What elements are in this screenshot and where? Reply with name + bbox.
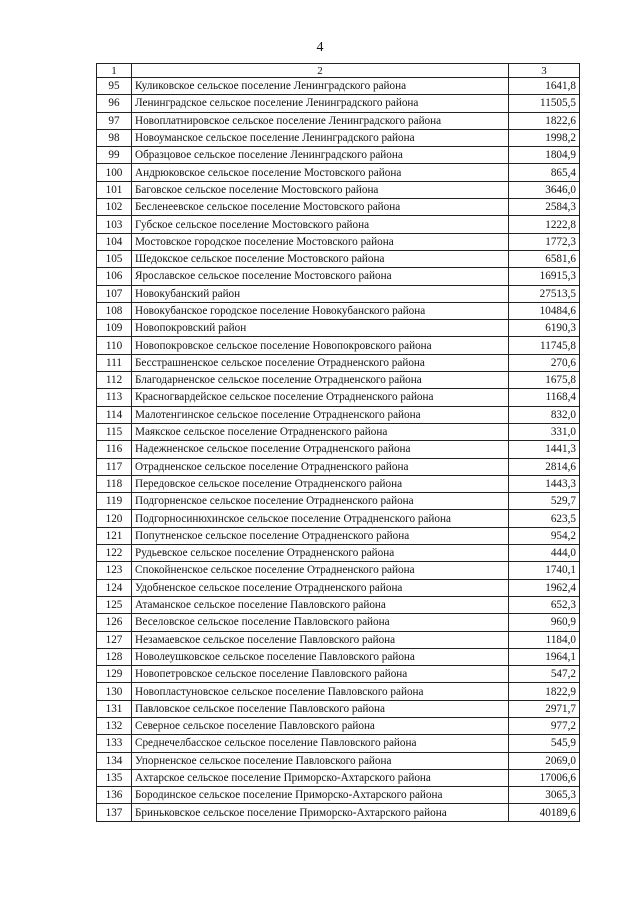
table-row <box>97 423 580 440</box>
row-value-cell: 960,9 <box>509 614 580 631</box>
row-number-cell: 135 <box>97 769 132 786</box>
row-number-cell: 123 <box>97 562 132 579</box>
row-number-cell: 103 <box>97 216 132 233</box>
row-name-cell: Среднечелбасское сельское поселение Павловского района <box>132 735 509 752</box>
row-number-cell: 124 <box>97 579 132 596</box>
row-number-cell: 133 <box>97 735 132 752</box>
row-name-cell: Упорненское сельское поселение Павловского района <box>132 752 509 769</box>
row-name-cell: Павловское сельское поселение Павловского района <box>132 700 509 717</box>
row-name-cell: Бесстрашненское сельское поселение Отрадненского района <box>132 354 509 371</box>
row-number-cell: 120 <box>97 510 132 527</box>
table-body <box>97 78 580 822</box>
row-value-cell: 1772,3 <box>509 233 580 250</box>
row-value-cell: 2584,3 <box>509 199 580 216</box>
table-row <box>97 596 580 613</box>
row-name-cell: Ленинградское сельское поселение Ленинградского района <box>132 95 509 112</box>
row-number-cell: 101 <box>97 181 132 198</box>
row-number-cell: 121 <box>97 527 132 544</box>
table-row <box>97 302 580 319</box>
row-number-cell: 119 <box>97 493 132 510</box>
table-row <box>97 406 580 423</box>
row-number-cell: 96 <box>97 95 132 112</box>
row-number-cell: 98 <box>97 129 132 146</box>
row-value-cell: 977,2 <box>509 717 580 734</box>
table-row <box>97 804 580 821</box>
table-row <box>97 579 580 596</box>
table-row <box>97 631 580 648</box>
table-row <box>97 527 580 544</box>
row-number-cell: 108 <box>97 302 132 319</box>
row-value-cell: 2971,7 <box>509 700 580 717</box>
row-value-cell: 270,6 <box>509 354 580 371</box>
row-number-cell: 106 <box>97 268 132 285</box>
row-name-cell: Образцовое сельское поселение Ленинградского района <box>132 147 509 164</box>
table-row <box>97 752 580 769</box>
row-value-cell: 865,4 <box>509 164 580 181</box>
table-row <box>97 147 580 164</box>
row-number-cell: 130 <box>97 683 132 700</box>
row-name-cell: Новоплатнировское сельское поселение Ленинградского района <box>132 112 509 129</box>
row-number-cell: 117 <box>97 458 132 475</box>
page-number: 4 <box>316 40 324 55</box>
row-value-cell: 545,9 <box>509 735 580 752</box>
row-number-cell: 95 <box>97 78 132 95</box>
row-value-cell: 1962,4 <box>509 579 580 596</box>
row-number-cell: 122 <box>97 545 132 562</box>
row-number-cell: 116 <box>97 441 132 458</box>
row-name-cell: Веселовское сельское поселение Павловского района <box>132 614 509 631</box>
row-value-cell: 40189,6 <box>509 804 580 821</box>
row-value-cell: 331,0 <box>509 423 580 440</box>
row-name-cell: Новолеушковское сельское поселение Павловского района <box>132 648 509 665</box>
row-number-cell: 100 <box>97 164 132 181</box>
row-name-cell: Красногвардейское сельское поселение Отрадненского района <box>132 389 509 406</box>
column-header-number: 1 <box>97 64 132 78</box>
table-row <box>97 683 580 700</box>
table-row <box>97 510 580 527</box>
row-name-cell: Бородинское сельское поселение Приморско-Ахтарского района <box>132 787 509 804</box>
row-value-cell: 27513,5 <box>509 285 580 302</box>
row-value-cell: 1822,9 <box>509 683 580 700</box>
row-value-cell: 1675,8 <box>509 372 580 389</box>
row-value-cell: 10484,6 <box>509 302 580 319</box>
row-number-cell: 136 <box>97 787 132 804</box>
row-name-cell: Северное сельское поселение Павловского района <box>132 717 509 734</box>
row-name-cell: Мостовское городское поселение Мостовского района <box>132 233 509 250</box>
row-number-cell: 131 <box>97 700 132 717</box>
row-number-cell: 132 <box>97 717 132 734</box>
row-name-cell: Новопокровское сельское поселение Новопокровского района <box>132 337 509 354</box>
table-row <box>97 199 580 216</box>
allocation-table <box>96 63 580 822</box>
table-row <box>97 614 580 631</box>
row-name-cell: Маякское сельское поселение Отрадненского района <box>132 423 509 440</box>
table-row <box>97 129 580 146</box>
table-row <box>97 233 580 250</box>
row-number-cell: 102 <box>97 199 132 216</box>
row-number-cell: 111 <box>97 354 132 371</box>
table-row <box>97 216 580 233</box>
table-row <box>97 441 580 458</box>
row-value-cell: 6190,3 <box>509 320 580 337</box>
row-value-cell: 1184,0 <box>509 631 580 648</box>
table-row <box>97 562 580 579</box>
row-name-cell: Удобненское сельское поселение Отрадненского района <box>132 579 509 596</box>
row-name-cell: Новокубанское городское поселение Новокубанского района <box>132 302 509 319</box>
row-number-cell: 118 <box>97 475 132 492</box>
row-value-cell: 547,2 <box>509 666 580 683</box>
row-value-cell: 1168,4 <box>509 389 580 406</box>
table-row <box>97 78 580 95</box>
row-value-cell: 11505,5 <box>509 95 580 112</box>
row-name-cell: Атаманское сельское поселение Павловского района <box>132 596 509 613</box>
row-number-cell: 110 <box>97 337 132 354</box>
row-name-cell: Ярославское сельское поселение Мостовского района <box>132 268 509 285</box>
row-value-cell: 3065,3 <box>509 787 580 804</box>
row-number-cell: 113 <box>97 389 132 406</box>
table-row <box>97 320 580 337</box>
column-header-name: 2 <box>132 64 509 78</box>
table-row <box>97 181 580 198</box>
row-value-cell: 444,0 <box>509 545 580 562</box>
row-name-cell: Шедокское сельское поселение Мостовского района <box>132 250 509 267</box>
row-number-cell: 107 <box>97 285 132 302</box>
row-name-cell: Новоуманское сельское поселение Ленинградского района <box>132 129 509 146</box>
row-value-cell: 832,0 <box>509 406 580 423</box>
row-name-cell: Губское сельское поселение Мостовского района <box>132 216 509 233</box>
table-row <box>97 268 580 285</box>
table-row <box>97 112 580 129</box>
table-row <box>97 700 580 717</box>
row-number-cell: 134 <box>97 752 132 769</box>
table-row <box>97 164 580 181</box>
row-name-cell: Ахтарское сельское поселение Приморско-Ахтарского района <box>132 769 509 786</box>
row-value-cell: 1822,6 <box>509 112 580 129</box>
row-value-cell: 1443,3 <box>509 475 580 492</box>
row-number-cell: 129 <box>97 666 132 683</box>
row-number-cell: 104 <box>97 233 132 250</box>
table-row <box>97 285 580 302</box>
row-name-cell: Баговское сельское поселение Мостовского района <box>132 181 509 198</box>
row-name-cell: Спокойненское сельское поселение Отрадненского района <box>132 562 509 579</box>
row-value-cell: 1641,8 <box>509 78 580 95</box>
row-name-cell: Надежненское сельское поселение Отрадненского района <box>132 441 509 458</box>
row-name-cell: Подгорненское сельское поселение Отрадненского района <box>132 493 509 510</box>
row-name-cell: Новопокровский район <box>132 320 509 337</box>
row-name-cell: Рудьевское сельское поселение Отрадненского района <box>132 545 509 562</box>
table-row <box>97 648 580 665</box>
row-value-cell: 1998,2 <box>509 129 580 146</box>
row-value-cell: 623,5 <box>509 510 580 527</box>
row-number-cell: 99 <box>97 147 132 164</box>
row-value-cell: 1222,8 <box>509 216 580 233</box>
table-row <box>97 372 580 389</box>
table-header-row <box>97 64 580 78</box>
row-value-cell: 3646,0 <box>509 181 580 198</box>
table-row <box>97 95 580 112</box>
table-row <box>97 787 580 804</box>
row-value-cell: 529,7 <box>509 493 580 510</box>
row-name-cell: Благодарненское сельское поселение Отрадненского района <box>132 372 509 389</box>
row-name-cell: Бесленеевское сельское поселение Мостовского района <box>132 199 509 216</box>
table-row <box>97 475 580 492</box>
row-value-cell: 1804,9 <box>509 147 580 164</box>
table-row <box>97 493 580 510</box>
row-name-cell: Новопетровское сельское поселение Павловского района <box>132 666 509 683</box>
row-name-cell: Подгорносинюхинское сельское поселение Отрадненского района <box>132 510 509 527</box>
row-name-cell: Андрюковское сельское поселение Мостовского района <box>132 164 509 181</box>
row-number-cell: 137 <box>97 804 132 821</box>
row-name-cell: Попутненское сельское поселение Отрадненского района <box>132 527 509 544</box>
row-number-cell: 125 <box>97 596 132 613</box>
table-row <box>97 735 580 752</box>
row-number-cell: 97 <box>97 112 132 129</box>
table-row <box>97 545 580 562</box>
row-value-cell: 954,2 <box>509 527 580 544</box>
row-value-cell: 1441,3 <box>509 441 580 458</box>
column-header-value: 3 <box>509 64 580 78</box>
row-name-cell: Отрадненское сельское поселение Отрадненского района <box>132 458 509 475</box>
row-name-cell: Бриньковское сельское поселение Приморско-Ахтарского района <box>132 804 509 821</box>
row-number-cell: 128 <box>97 648 132 665</box>
row-value-cell: 2814,6 <box>509 458 580 475</box>
table-row <box>97 458 580 475</box>
row-number-cell: 115 <box>97 423 132 440</box>
row-number-cell: 127 <box>97 631 132 648</box>
row-value-cell: 16915,3 <box>509 268 580 285</box>
row-name-cell: Незамаевское сельское поселение Павловского района <box>132 631 509 648</box>
row-number-cell: 112 <box>97 372 132 389</box>
table-row <box>97 337 580 354</box>
row-name-cell: Новокубанский район <box>132 285 509 302</box>
row-name-cell: Малотенгинское сельское поселение Отрадненского района <box>132 406 509 423</box>
row-value-cell: 652,3 <box>509 596 580 613</box>
table-row <box>97 769 580 786</box>
row-value-cell: 1740,1 <box>509 562 580 579</box>
row-value-cell: 1964,1 <box>509 648 580 665</box>
table-row <box>97 717 580 734</box>
row-name-cell: Куликовское сельское поселение Ленинградского района <box>132 78 509 95</box>
row-name-cell: Новопластуновское сельское поселение Павловского района <box>132 683 509 700</box>
row-value-cell: 6581,6 <box>509 250 580 267</box>
table-row <box>97 666 580 683</box>
row-number-cell: 114 <box>97 406 132 423</box>
table-row <box>97 354 580 371</box>
table-row <box>97 389 580 406</box>
row-number-cell: 109 <box>97 320 132 337</box>
row-name-cell: Передовское сельское поселение Отрадненского района <box>132 475 509 492</box>
row-number-cell: 105 <box>97 250 132 267</box>
row-value-cell: 2069,0 <box>509 752 580 769</box>
row-value-cell: 11745,8 <box>509 337 580 354</box>
row-number-cell: 126 <box>97 614 132 631</box>
table-row <box>97 250 580 267</box>
row-value-cell: 17006,6 <box>509 769 580 786</box>
